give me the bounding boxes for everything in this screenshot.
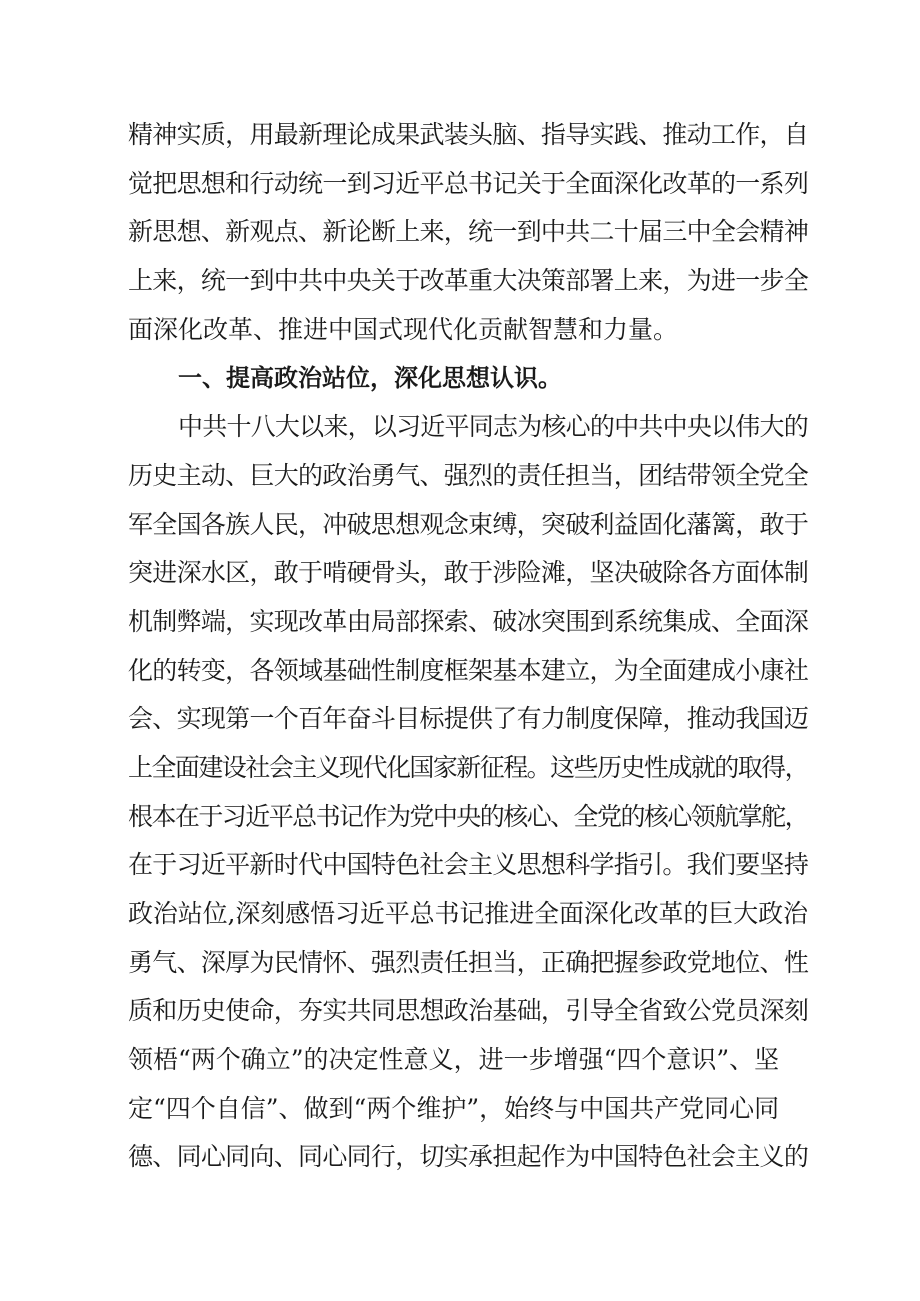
paragraph-line: 化的转变，各领域基础性制度框架基本建立，为全面建成小康社	[128, 655, 809, 685]
paragraph-line: 根本在于习近平总书记作为党中央的核心、全党的核心领航掌舵，	[128, 801, 809, 831]
paragraph-line: 勇气、深厚为民情怀、强烈责任担当，正确把握参政党地位、性	[128, 947, 809, 977]
paragraph-line: 质和历史使命，夯实共同思想政治基础，引导全省致公党员深刻	[128, 996, 809, 1026]
paragraph-line: 历史主动、巨大的政治勇气、强烈的责任担当，团结带领全党全	[128, 460, 809, 490]
paragraph-line: 德、同心同向、同心同行，切实承担起作为中国特色社会主义的	[128, 1142, 809, 1172]
paragraph-line: 精神实质，用最新理论成果武装头脑、指导实践、推动工作，自	[128, 120, 809, 149]
paragraph-line: 机制弊端，实现改革由局部探索、破冰突围到系统集成、全面深	[128, 606, 809, 636]
section-heading: 一、提高政治站位，深化思想认识。	[178, 364, 562, 393]
paragraph-line: 突进深水区，敢于啃硬骨头，敢于涉险滩，坚决破除各方面体制	[128, 558, 809, 588]
paragraph-line: 政治站位,深刻感悟习近平总书记推进全面深化改革的巨大政治	[128, 899, 808, 928]
paragraph-line: 中共十八大以来，以习近平同志为核心的中共中央以伟大的	[178, 412, 808, 442]
paragraph-line: 新思想、新观点、新论断上来，统一到中共二十届三中全会精神	[128, 217, 809, 247]
paragraph-line: 在于习近平新时代中国特色社会主义思想科学指引。我们要坚持	[128, 850, 809, 880]
paragraph-line: 面深化改革、推进中国式现代化贡献智慧和力量。	[128, 314, 679, 344]
paragraph-line: 军全国各族人民，冲破思想观念束缚，突破利益固化藩篱，敢于	[128, 509, 809, 539]
paragraph-line: 上全面建设社会主义现代化国家新征程。这些历史性成就的取得，	[128, 752, 809, 782]
paragraph-line: 觉把思想和行动统一到习近平总书记关于全面深化改革的一系列	[128, 168, 809, 198]
paragraph-line: 上来，统一到中共中央关于改革重大决策部署上来，为进一步全	[128, 266, 809, 296]
paragraph-line: 定“四个自信”、做到“两个维护”，始终与中国共产党同心同	[128, 1093, 780, 1123]
paragraph-line: 会、实现第一个百年奋斗目标提供了有力制度保障，推动我国迈	[128, 704, 809, 734]
paragraph-line: 领梧“两个确立”的决定性意义，进一步增强“四个意识”、坚	[128, 1045, 780, 1075]
document-body	[128, 111, 808, 1182]
